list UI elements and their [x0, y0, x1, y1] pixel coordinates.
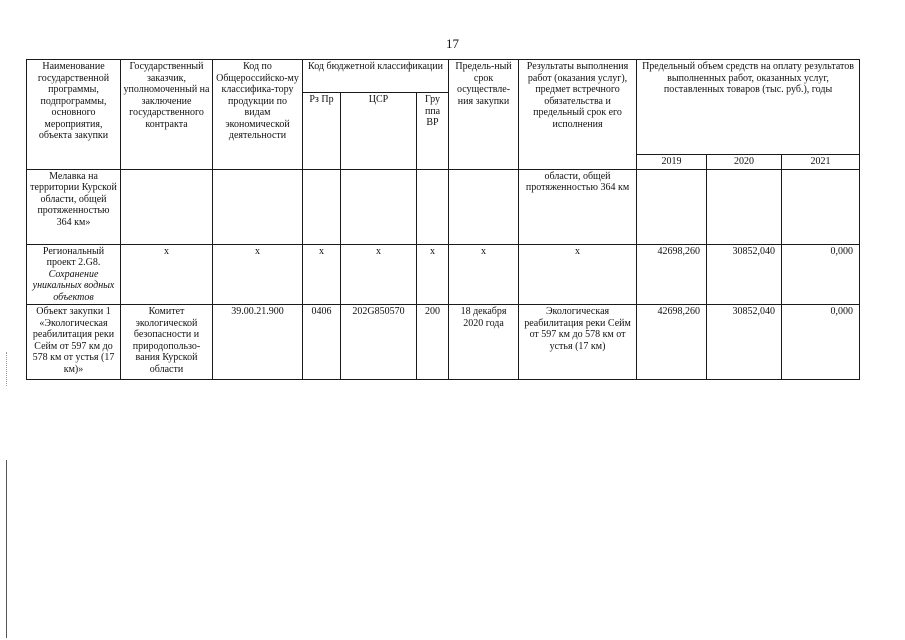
cell-2019: 42698,260	[637, 244, 707, 305]
header-year-2021: 2021	[782, 155, 860, 170]
header-okpd: Код по Общероссийско-му классифика-тору продукции по видам экономической деятельности	[213, 60, 303, 170]
cell-2020: 30852,040	[707, 244, 782, 305]
scan-margin-line	[6, 460, 7, 638]
cell-customer: Комитет экологической безопасности и природопользо-вания Курской области	[121, 305, 213, 380]
cell-vr	[417, 169, 449, 244]
regional-project-code: Региональный проект 2.G8.	[42, 245, 105, 268]
cell-vr: 200	[417, 305, 449, 380]
cell-customer	[121, 169, 213, 244]
table-row	[27, 305, 860, 380]
cell-2021: 0,000	[782, 244, 860, 305]
cell-2020: 30852,040	[707, 305, 782, 380]
header-rzpr: Рз Пр	[303, 93, 341, 170]
header-kbk: Код бюджетной классификации	[303, 60, 449, 93]
header-year-2019: 2019	[637, 155, 707, 170]
cell-okpd: 39.00.21.900	[213, 305, 303, 380]
header-year-2020: 2020	[707, 155, 782, 170]
header-csr: ЦСР	[341, 93, 417, 170]
cell-2021: 0,000	[782, 305, 860, 380]
page-number: 17	[446, 36, 459, 51]
cell-deadline: x	[449, 244, 519, 305]
cell-vr: x	[417, 244, 449, 305]
cell-csr: 202G850570	[341, 305, 417, 380]
scan-margin-mark	[6, 352, 7, 386]
cell-csr: x	[341, 244, 417, 305]
cell-deadline	[449, 169, 519, 244]
cell-results: области, общей протяженностью 364 км	[519, 169, 637, 244]
cell-okpd: x	[213, 244, 303, 305]
cell-csr	[341, 169, 417, 244]
cell-name: Объект закупки 1 «Экологическая реабилитация реки Сейм от 597 км до 578 км от устья (17 км)»	[27, 305, 121, 380]
cell-2021	[782, 169, 860, 244]
header-results: Результаты выполнения работ (оказания услуг), предмет встречного обязательства и предельный срок его исполнения	[519, 60, 637, 170]
cell-deadline: 18 декабря 2020 года	[449, 305, 519, 380]
table-row	[27, 244, 860, 305]
cell-results: x	[519, 244, 637, 305]
cell-name	[27, 244, 121, 305]
cell-okpd	[213, 169, 303, 244]
procurement-table	[26, 59, 860, 380]
header-deadline: Предель-ный срок осуществле-ния закупки	[449, 60, 519, 170]
header-volume: Предельный объем средств на оплату результатов выполненных работ, оказанных услуг, поставленных товаров (тыс. руб.), годы	[637, 60, 860, 155]
header-name: Наименование государственной программы, подпрограммы, основного мероприятия, объекта закупки	[27, 60, 121, 170]
cell-2019: 42698,260	[637, 305, 707, 380]
cell-rzpr: x	[303, 244, 341, 305]
cell-2019	[637, 169, 707, 244]
cell-rzpr	[303, 169, 341, 244]
header-row	[27, 60, 860, 93]
cell-rzpr: 0406	[303, 305, 341, 380]
header-vr: Гру ппа ВР	[417, 93, 449, 170]
header-customer: Государственный заказчик, уполномоченный на заключение государственного контракта	[121, 60, 213, 170]
cell-2020	[707, 169, 782, 244]
cell-results: Экологическая реабилитация реки Сейм от 597 км до 578 км от устья (17 км)	[519, 305, 637, 380]
cell-name: Мелавка на территории Курской области, общей протяженностью 364 км»	[27, 169, 121, 244]
table-row	[27, 169, 860, 244]
cell-customer: x	[121, 244, 213, 305]
regional-project-title: Сохранение уникальных водных объектов	[32, 268, 115, 303]
